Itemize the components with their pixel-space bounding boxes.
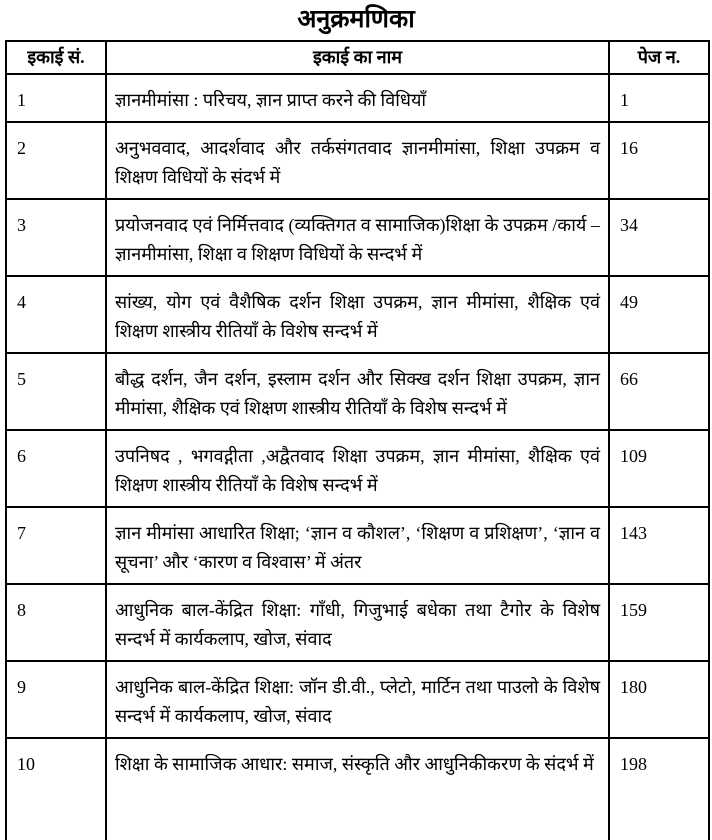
unit-name: अनुभववाद, आदर्शवाद और तर्कसंगतवाद ज्ञानमीमांसा, शिक्षा उपक्रम व शिक्षण विधियों के संदर्भ में	[106, 122, 609, 199]
header-unit-no: इकाई सं.	[6, 41, 106, 74]
page-number: 66	[609, 353, 709, 430]
table-row	[6, 738, 709, 840]
table-row	[6, 430, 709, 507]
page-number: 159	[609, 584, 709, 661]
table-row	[6, 661, 709, 738]
page-number: 1	[609, 74, 709, 122]
table-row	[6, 353, 709, 430]
unit-number: 8	[6, 584, 106, 661]
table-row	[6, 276, 709, 353]
table-row	[6, 122, 709, 199]
unit-name: शिक्षा के सामाजिक आधार: समाज, संस्कृति और आधुनिकीकरण के संदर्भ में	[106, 738, 609, 840]
page-number: 16	[609, 122, 709, 199]
unit-name: बौद्ध दर्शन, जैन दर्शन, इस्लाम दर्शन और सिक्ख दर्शन शिक्षा उपक्रम, ज्ञान मीमांसा, शैक्षिक एवं शिक्षण शास्त्रीय रीतियाँ के विशेष सन्दर्भ में	[106, 353, 609, 430]
page-number: 198	[609, 738, 709, 840]
unit-number: 6	[6, 430, 106, 507]
page-number: 34	[609, 199, 709, 276]
unit-number: 5	[6, 353, 106, 430]
unit-name: उपनिषद , भगवद्गीता ,अद्वैतवाद शिक्षा उपक्रम, ज्ञान मीमांसा, शैक्षिक एवं शिक्षण शास्त्रीय रीतियाँ के विशेष सन्दर्भ में	[106, 430, 609, 507]
unit-number: 7	[6, 507, 106, 584]
unit-name: सांख्य, योग एवं वैशैषिक दर्शन शिक्षा उपक्रम, ज्ञान मीमांसा, शैक्षिक एवं शिक्षण शास्त्रीय रीतियाँ के विशेष सन्दर्भ में	[106, 276, 609, 353]
table-row	[6, 74, 709, 122]
unit-number: 3	[6, 199, 106, 276]
unit-name: ज्ञानमीमांसा : परिचय, ज्ञान प्राप्त करने की विधियाँ	[106, 74, 609, 122]
table-row	[6, 584, 709, 661]
page-number: 180	[609, 661, 709, 738]
unit-number: 2	[6, 122, 106, 199]
table-row	[6, 507, 709, 584]
header-page-no: पेज न.	[609, 41, 709, 74]
page-number: 143	[609, 507, 709, 584]
table-row	[6, 199, 709, 276]
unit-number: 10	[6, 738, 106, 840]
contents-table	[5, 40, 710, 840]
unit-number: 9	[6, 661, 106, 738]
unit-name: आधुनिक बाल-केंद्रित शिक्षा: जॉन डी.वी., प्लेटो, मार्टिन तथा पाउलो के विशेष सन्दर्भ में कार्यकलाप, खोज, संवाद	[106, 661, 609, 738]
page-number: 49	[609, 276, 709, 353]
header-unit-name: इकाई का नाम	[106, 41, 609, 74]
header-row	[6, 41, 709, 74]
unit-name: आधुनिक बाल-केंद्रित शिक्षा: गाँधी, गिजुभाई बधेका तथा टैगोर के विशेष सन्दर्भ में कार्यकलाप, खोज, संवाद	[106, 584, 609, 661]
page-title: अनुक्रमणिका	[297, 6, 415, 33]
unit-number: 4	[6, 276, 106, 353]
unit-number: 1	[6, 74, 106, 122]
unit-name: ज्ञान मीमांसा आधारित शिक्षा; ‘ज्ञान व कौशल’, ‘शिक्षण व प्रशिक्षण’, ‘ज्ञान व सूचना’ और ‘कारण व विश्वास’ में अंतर	[106, 507, 609, 584]
unit-name: प्रयोजनवाद एवं निर्मित्तवाद (व्यक्तिगत व सामाजिक)शिक्षा के उपक्रम /कार्य –ज्ञानमीमांसा, शिक्षा व शिक्षण विधियों के सन्दर्भ में	[106, 199, 609, 276]
page-number: 109	[609, 430, 709, 507]
